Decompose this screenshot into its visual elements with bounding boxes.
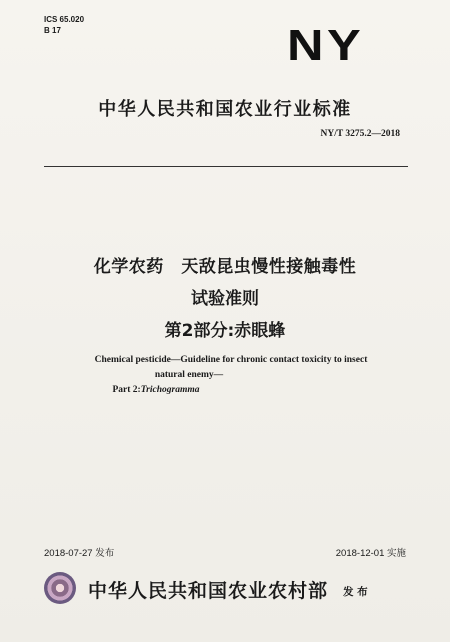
chinese-title-line-2: 试验准则 [191, 289, 259, 309]
ministry-seal-icon [44, 572, 76, 604]
ny-logo: NY [287, 21, 365, 70]
implementation-date: 2018-12-01 实施 [335, 548, 406, 559]
ccs-code: B 17 [44, 26, 61, 35]
english-title-line-3 [0, 384, 381, 397]
english-title-genus: Trichogramma [140, 385, 200, 395]
chinese-title-line-3: 第2部分:赤眼蜂 [164, 321, 286, 341]
issuing-authority: 中华人民共和国农业农村部 [88, 580, 329, 602]
ics-code: ICS 65.020 [44, 15, 85, 24]
issue-label: 发 布 [343, 586, 368, 598]
classification-codes [44, 14, 84, 36]
english-title-line-2: natural enemy— [154, 370, 224, 380]
standard-number: NY/T 3275.2—2018 [320, 129, 400, 139]
english-title-part: Part 2: [112, 385, 141, 395]
chinese-title-line-1: 化学农药 天敌昆虫慢性接触毒性 [93, 257, 357, 277]
publication-date: 2018-07-27 发布 [44, 548, 115, 559]
header-divider [44, 166, 408, 167]
standard-category-title: 中华人民共和国农业行业标准 [98, 99, 352, 120]
english-title-line-1: Chemical pesticide—Guideline for chronic contact toxicity to insect [94, 355, 368, 365]
